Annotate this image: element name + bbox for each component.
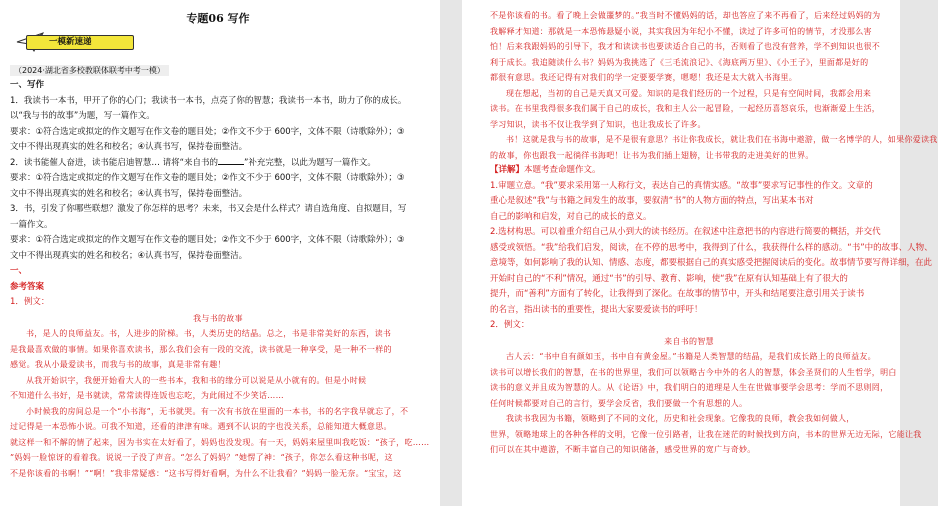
essay-line: 利于成长。我追随读什么书？妈妈为我挑选了《三毛流浪记》、《海底两万里》、《小王子》，里面都是好的 <box>490 57 869 67</box>
prompt-line: 要求：①符合选定或拟定的作文题写在作文卷的题目处；②作文不少于 600字，文体不限（诗歌除外）；③ <box>10 235 405 245</box>
prompt-line: 要求：①符合选定或拟定的作文题写在作文卷的题目处；②作文不少于 600字，文体不限（诗歌除外）；③ <box>10 173 405 183</box>
analysis-block <box>490 179 933 319</box>
fill-blank <box>218 156 244 165</box>
essay-line: 不知道什么书好，是书就读，常常读得连饭也忘吃，为此闹过不少笑话…… <box>10 391 284 400</box>
example-label: 2．例文： <box>490 320 530 330</box>
prompt-line: 1．我读书一本书，甲开了你的心门；我读书一本书，点亮了你的智慧；我读书一本书，助力了你的成长。 <box>10 95 407 106</box>
banner-label: 一模新速递 <box>26 35 134 50</box>
essay-line: 的故事，你也跟我一起徜徉书海吧！让书为我们插上翅膀，让书带我的走进美好的世界。 <box>490 150 814 160</box>
essay-line: 怕！后来我跟妈妈的引导下，我才和读读书也要读适合自己的书，否则看了也没有营养，学不到知识也很不 <box>490 42 881 51</box>
detail-intro: 本题考查命题作文。 <box>524 165 601 175</box>
prompt-2 <box>10 156 426 203</box>
example-label: 1．例文： <box>10 297 50 307</box>
prompt-line: 文中不得出现真实的姓名和校名；④认真书写，保持卷面整洁。 <box>10 188 248 199</box>
essay-line: 我读书我因为书籍，领略到了不同的文化，历史和社会现象。它像我的良师，教会我如何做人， <box>506 414 855 423</box>
essay-line: 小时候我的房间总是一个“小书海”，无书就哭。有一次有书放在里面的一本书，书的名字我早就忘了，不 <box>26 406 409 416</box>
analysis-line: 的名言，指出读书的重要性，提出大家要爱读书的呼吁！ <box>490 304 703 315</box>
analysis-line: 意境等，如何影响了我的认知、情感、态度，都要根据自己的真实感受把握阅读后的变化。故事情节要写得详细，在此 <box>490 258 933 268</box>
right-page <box>462 0 938 506</box>
essay-line: 世界，领略地球上的各种各样的文明，它像一位引路者，让我在迷茫的时候找到方向，书本的世界无边无际，它能让我 <box>490 429 922 439</box>
prompt-2-part-b: ”补充完整，以此为题写一篇作文。 <box>244 157 376 168</box>
analysis-line: 1.审题立意。“我”要求采用第一人称行文，表达自己的真情实感。“故事”要求写记事性的作文。文章的 <box>490 180 873 191</box>
analysis-line: 重心是叙述“我”与书籍之间发生的故事，要叙清“书”的人物方面的特点，写出某本书对 <box>490 196 814 206</box>
essay-continuation <box>490 8 938 163</box>
prompt-2-part-a: 2．读书能催人奋进，读书能启迪智慧… 请将“来自书的 <box>10 157 219 168</box>
left-page <box>0 0 440 506</box>
essay-title: 来自书的智慧 <box>664 336 714 346</box>
essay-line: 是我最喜欢做的事情。如果你喜欢读书，那么我们会有一段的交流，读书就是一种享受，是一种不一样的 <box>10 344 392 354</box>
section-dash: 一、 <box>10 266 28 276</box>
prompt-1 <box>10 94 426 156</box>
section-heading: 一、写作 <box>10 80 45 90</box>
essay-line: 现在想起，当初的自己是天真又可爱。知识的是我们经历的一个过程，只是有空间时间，我都会用来 <box>506 88 872 98</box>
prompt-line: 3．书，引发了你哪些联想？激发了你怎样的思考？未来，书又会是什么样式？请自选角度、自拟题目，写 <box>10 204 407 214</box>
essay-line: 过记得是一本恐怖小说。可我不知道，还看的津津有味。遇到不认识的字也没关系，总能知道大概意思。 <box>10 422 392 431</box>
essay-line: 古人云：“书中自有颜如玉，书中自有黄金屋。”书籍是人类智慧的结晶，是我们成长路上的良师益友。 <box>506 352 876 361</box>
essay-line: 书，是人的良师益友。书，人进步的阶梯。书，人类历史的结晶。总之，书是非常美好的东西，读书 <box>26 329 392 338</box>
essay-line: 们可以在其中遨游，不断丰富自己的知识储备，感受世界的宽广与奇妙。 <box>490 445 756 454</box>
prompt-line: 一篇作文。 <box>10 219 53 230</box>
detail-label: 【详解】 <box>490 165 525 175</box>
essay-body <box>490 349 922 458</box>
essay-line: 读书的意义并且成为智慧的人。从《论语》中，我们明白的道理是人生在世做事要学会思考：学而不思则罔， <box>490 383 889 392</box>
essay-line: 不是你该看的书啊！”“啊！”我非常疑惑：“这书写得好看啊，为什么不让我看？”妈妈一脸无奈。“宝宝，这 <box>10 468 402 478</box>
essay-line: 读书。在书里我得很多我们属于自己的成长，我和主人公一起冒险，一起经历喜怒哀乐，也渐渐爱上生活， <box>490 104 881 113</box>
prompt-line <box>10 156 426 172</box>
essay-line: 我解释才知道：那就是一本恐怖悬疑小说，其实我因为年纪小不懂，读过了许多可怕的情节，才没那么害 <box>490 26 872 36</box>
essay-line: 从我开始识字，我便开始看大人的一些书本，我和书的缘分可以说是从小就有的。但是小时候 <box>26 375 367 385</box>
essay-title: 我与书的故事 <box>193 313 243 323</box>
essay-line: 学习知识，读书不仅让我学到了知识，也让我成长了许多。 <box>490 119 706 129</box>
prompt-3 <box>10 202 426 264</box>
prompt-line: 文中不得出现真实的姓名和校名；④认真书写，保持卷面整洁。 <box>10 142 248 152</box>
analysis-line: 自己的影响和启发，对自己的成长的意义。 <box>490 211 652 222</box>
essay-line: 感觉。我从小最爱读书，而我与书的故事，真是非常有趣！ <box>10 360 226 369</box>
page-title: 专题06 写作 <box>186 12 250 25</box>
essay-line: 书！这就是我与书的故事，是不是很有意思？书让你我成长，就让我们在书海中遨游，做一名博学的人，如果你爱读我 <box>506 135 938 144</box>
prompt-line: 文中不得出现真实的姓名和校名；④认真书写，保持卷面整洁。 <box>10 250 248 261</box>
analysis-line: 开始时自己的“不利”情况，通过“书”的引导、教育、影响，使“我”在原有认知基础上有了很大的 <box>490 273 848 284</box>
prompt-line: 要求：①符合选定或拟定的作文题写在作文卷的题目处；②作文不少于 600字，文体不限（诗歌除外）；③ <box>10 126 405 137</box>
essay-line: ”妈妈一脸惊讶的看着我。说说一子没了声音。“怎么了妈妈？”她愣了神：“孩子，你怎么看这种书呢，这 <box>10 453 393 462</box>
detail-heading <box>490 163 888 179</box>
analysis-line: 2.选材构思。可以着重介绍自己从小到大的读书经历。在叙述中注意把书的内容进行简要的概括，并交代 <box>490 227 881 237</box>
essay-body <box>10 326 430 481</box>
essay-line: 不是你该看的书。看了晚上会做噩梦的。”我当时不懂妈妈的话，却也答应了来不再看了，后来经过妈妈的为 <box>490 11 881 20</box>
analysis-line: 提升，而“善利”方面有了转化，让我得到了深化。在故事的情节中，开头和结尾要注意引用关于读书 <box>490 289 865 299</box>
section-banner <box>16 32 136 52</box>
essay-line: 都很有意思。我还记得有对我们的学一定要要学赛，嗯嗯！我还是太大就入书海里。 <box>490 73 798 82</box>
source-tag: （2024·湖北省多校教联体联考中考一模） <box>10 65 169 76</box>
prompt-line: 以“我与书的故事”为题，写一篇作文。 <box>10 111 155 121</box>
essay-line: 读书可以增长我们的智慧，在书的世界里，我们可以领略古今中外的名人的智慧，体会圣贤们的人生哲学，明白 <box>490 367 897 377</box>
essay-line: 就这样一和不解的情了起来，因为书实在太好看了，妈妈也没发现。有一天，妈妈来屋里叫我吃饭：“孩子，吃…… <box>10 437 430 447</box>
analysis-line: 感受或领悟。“我”给我们启发，阅读，在不停的思考中，我得到了什么，我获得什么样的感动。“书”中的故事、人物、 <box>490 242 933 253</box>
answer-label: 参考答案 <box>10 281 45 292</box>
essay-line: 任何时候都要对自己的言行，要学会反省，我们要做一个有思想的人。 <box>490 398 748 408</box>
